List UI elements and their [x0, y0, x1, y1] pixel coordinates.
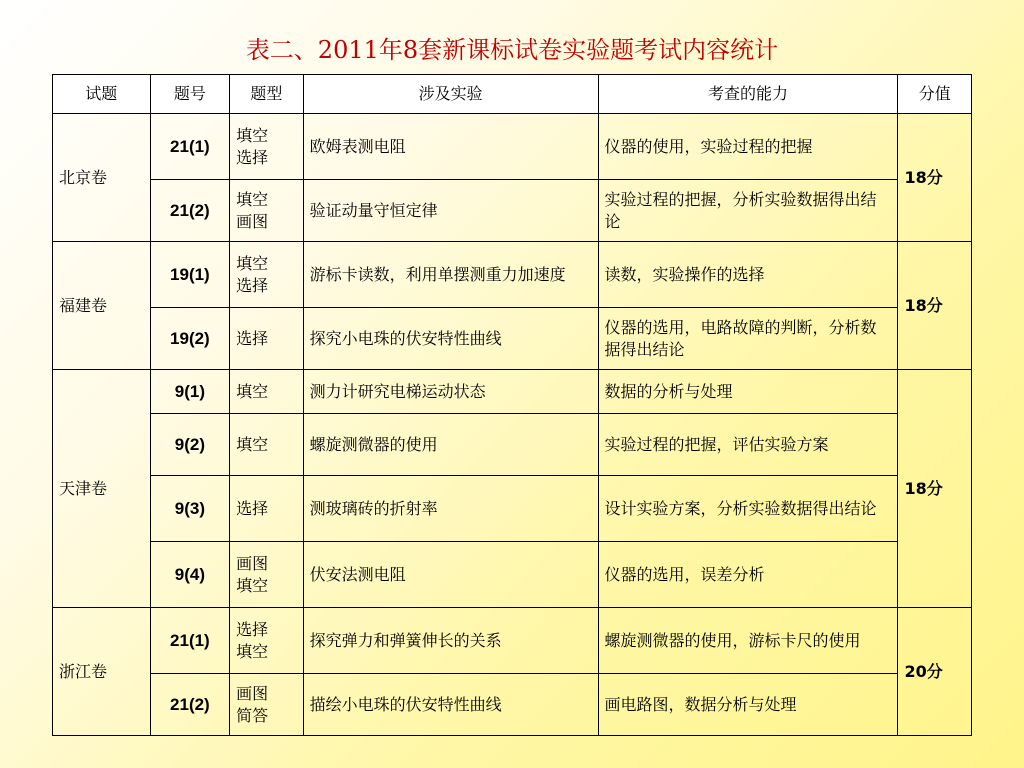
question-type-cell: 画图 填空: [230, 542, 303, 608]
header-number: 题号: [150, 75, 230, 114]
exam-name-cell: 福建卷: [53, 242, 151, 370]
header-exam: 试题: [53, 75, 151, 114]
table-row: [53, 242, 972, 308]
experiment-cell: 螺旋测微器的使用: [303, 414, 598, 476]
table-header-row: [53, 75, 972, 114]
experiment-cell: 描绘小电珠的伏安特性曲线: [303, 674, 598, 736]
question-type-cell: 选择: [230, 476, 303, 542]
ability-cell: 仪器的使用，实验过程的把握: [598, 114, 898, 180]
table-row: [53, 476, 972, 542]
question-type-cell: 选择 填空: [230, 608, 303, 674]
experiment-cell: 测玻璃砖的折射率: [303, 476, 598, 542]
score-cell: 20分: [898, 608, 972, 736]
question-type-cell: 填空: [230, 370, 303, 414]
table-row: [53, 608, 972, 674]
question-number-cell: 9(2): [150, 414, 230, 476]
table-row: [53, 674, 972, 736]
ability-cell: 螺旋测微器的使用，游标卡尺的使用: [598, 608, 898, 674]
experiment-cell: 欧姆表测电阻: [303, 114, 598, 180]
question-type-cell: 画图 简答: [230, 674, 303, 736]
table-row: [53, 542, 972, 608]
exam-name-cell: 浙江卷: [53, 608, 151, 736]
table-row: [53, 180, 972, 242]
exam-name-cell: 天津卷: [53, 370, 151, 608]
header-experiment: 涉及实验: [303, 75, 598, 114]
question-type-cell: 填空: [230, 414, 303, 476]
header-ability: 考查的能力: [598, 75, 898, 114]
question-number-cell: 9(4): [150, 542, 230, 608]
question-number-cell: 21(1): [150, 114, 230, 180]
experiment-cell: 测力计研究电梯运动状态: [303, 370, 598, 414]
table-row: [53, 308, 972, 370]
ability-cell: 设计实验方案，分析实验数据得出结论: [598, 476, 898, 542]
question-number-cell: 9(3): [150, 476, 230, 542]
score-cell: 18分: [898, 242, 972, 370]
ability-cell: 画电路图，数据分析与处理: [598, 674, 898, 736]
question-number-cell: 9(1): [150, 370, 230, 414]
ability-cell: 仪器的选用，误差分析: [598, 542, 898, 608]
score-cell: 18分: [898, 114, 972, 242]
experiment-cell: 验证动量守恒定律: [303, 180, 598, 242]
table-row: [53, 414, 972, 476]
exam-stats-table: [52, 74, 972, 736]
question-number-cell: 21(2): [150, 674, 230, 736]
question-number-cell: 19(1): [150, 242, 230, 308]
score-cell: 18分: [898, 370, 972, 608]
table-row: [53, 114, 972, 180]
question-type-cell: 选择: [230, 308, 303, 370]
experiment-cell: 伏安法测电阻: [303, 542, 598, 608]
ability-cell: 实验过程的把握，评估实验方案: [598, 414, 898, 476]
question-type-cell: 填空 画图: [230, 180, 303, 242]
header-score: 分值: [898, 75, 972, 114]
header-type: 题型: [230, 75, 303, 114]
table-row: [53, 370, 972, 414]
ability-cell: 实验过程的把握，分析实验数据得出结论: [598, 180, 898, 242]
ability-cell: 读数，实验操作的选择: [598, 242, 898, 308]
experiment-cell: 游标卡读数，利用单摆测重力加速度: [303, 242, 598, 308]
page-title: 表二、2011年8套新课标试卷实验题考试内容统计: [245, 36, 779, 64]
question-number-cell: 21(2): [150, 180, 230, 242]
exam-name-cell: 北京卷: [53, 114, 151, 242]
ability-cell: 数据的分析与处理: [598, 370, 898, 414]
question-number-cell: 21(1): [150, 608, 230, 674]
experiment-cell: 探究弹力和弹簧伸长的关系: [303, 608, 598, 674]
question-type-cell: 填空 选择: [230, 242, 303, 308]
table-body: [53, 114, 972, 736]
experiment-cell: 探究小电珠的伏安特性曲线: [303, 308, 598, 370]
question-type-cell: 填空 选择: [230, 114, 303, 180]
question-number-cell: 19(2): [150, 308, 230, 370]
ability-cell: 仪器的选用，电路故障的判断，分析数据得出结论: [598, 308, 898, 370]
